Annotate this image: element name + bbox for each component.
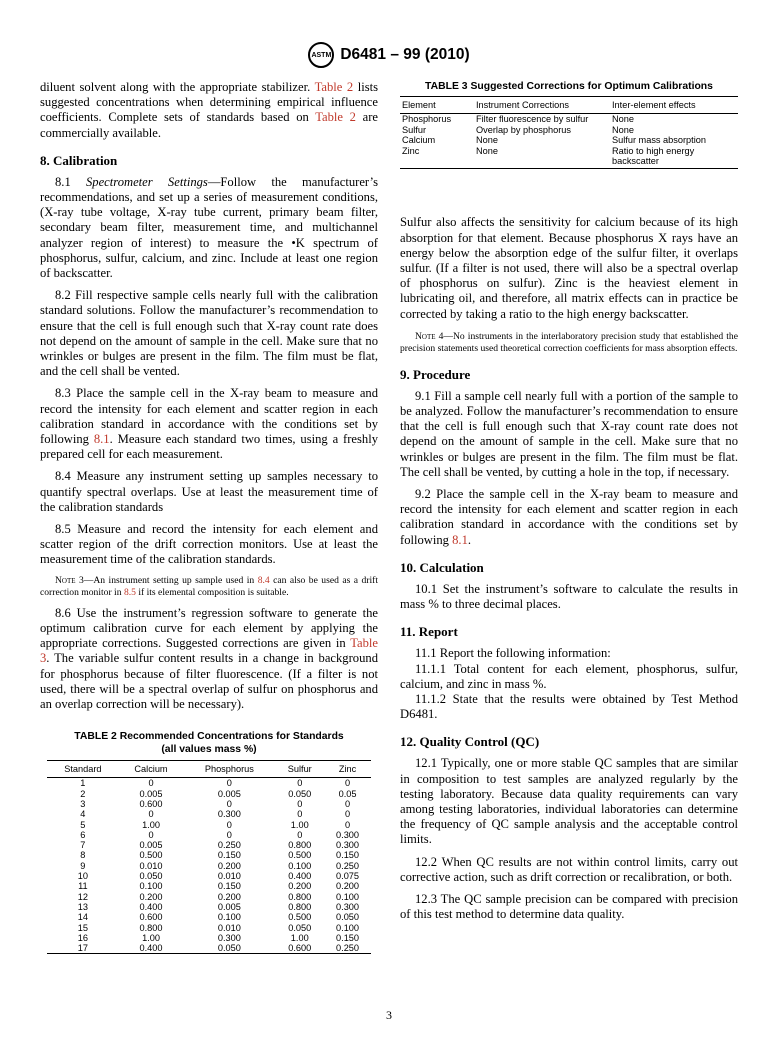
section-8-5-link[interactable]: 8.5 (123, 586, 136, 598)
table-cell: 0 (344, 778, 351, 789)
table-3-body (400, 114, 738, 169)
paragraph-8-3: 8.3 Place the sample cell in the X-ray beam to measure and record the intensity for each element and scatter region in each calibration standard in accordance with the conditions set by following 8.1. Measure each standard two times, using a freshly prepared cell for each measurement. (40, 386, 379, 462)
table-cell: 0.050 (288, 788, 312, 799)
table-cell: 0.050 (288, 922, 312, 933)
table-cell: 0.300 (336, 901, 360, 912)
table-3 (400, 96, 738, 169)
table-2-body (47, 778, 371, 954)
table-row (47, 809, 371, 819)
paragraph-8-1: 8.1 Spectrometer Settings—Follow the manufacturer’s recommendations, and set up a series of measurement conditions, (X-ray tube voltage, X-ray tube current, primary beam filter, secondary beam filter, measurement time, and multichannel analyzer region of interest) to measure the •K spectrum of phosphorus, sulfur, calcium, and zinc. Include at least one region of backscatter. (40, 174, 378, 281)
paragraph-12-3: 12.3 The QC sample precision can be compared with precision of this test method to determine data quality. (400, 891, 738, 922)
table-cell: 7 (80, 840, 86, 851)
table-cell: 0 (344, 799, 351, 809)
paragraph-11-1-2: 11.1.2 State that the results were obtained by Test Method D6481. (400, 691, 738, 722)
table-cell: 0.010 (217, 922, 241, 933)
page-number: 3 (386, 1008, 392, 1022)
note-4: Note 4—No instruments in the interlaboratory precision study that established the precision statements used theoretical correction coefficients for mass absorption effects. (400, 330, 738, 354)
table-cell: None (612, 114, 634, 125)
table-cell: 0.400 (139, 943, 163, 954)
table-cell: 14 (77, 912, 88, 923)
table-cell: 0 (226, 799, 232, 809)
table-cell: 0.200 (217, 860, 241, 871)
table-row (400, 125, 738, 135)
section-10-heading: 10. Calculation (400, 559, 484, 575)
table-cell: 9 (80, 860, 86, 871)
table-cell: 13 (77, 901, 88, 912)
paragraph-10-1: 10.1 Set the instrument’s software to calculate the results in mass % to three decimal places. (400, 581, 738, 612)
table-header-row (400, 97, 738, 114)
left-column (40, 80, 378, 954)
table-cell: 0.150 (336, 932, 360, 943)
table-cell: Sulfur (402, 124, 427, 135)
table-row (47, 830, 371, 840)
table-cell: 0.300 (217, 809, 241, 820)
table-cell: 0 (148, 829, 154, 840)
table-cell: 0.800 (288, 891, 312, 902)
section-12-heading: 12. Quality Control (QC) (400, 734, 540, 750)
table-cell: 8 (80, 850, 86, 861)
table-cell: 15 (77, 922, 88, 933)
section-9-heading: 9. Procedure (400, 366, 471, 382)
table-cell: 0.005 (139, 840, 163, 851)
table-row (47, 892, 371, 902)
document-designation: D6481 – 99 (2010) (340, 46, 470, 63)
table-cell: 0 (297, 829, 303, 840)
paragraph-8-2: 8.2 Fill respective sample cells nearly full with the calibration standard solutions. Follow the manufacturer’s recommendation to ensure that the cell is full enough such that X-ray count rate does not depend on the amount of sample in the cell. Make sure that no wrinkles or bulges are present in the film. The film must be flat, and the cell shall be vented. (40, 288, 378, 379)
table2-link[interactable]: Table 2 (314, 80, 354, 94)
paragraph-11-1: 11.1 Report the following information: (415, 646, 611, 661)
table-cell: 10 (77, 871, 88, 882)
table3-caption: TABLE 3 Suggested Corrections for Optimum Calibrations (425, 81, 713, 92)
table-header-row (47, 761, 371, 778)
table-row (47, 799, 371, 809)
table-row (47, 789, 371, 799)
table-cell: 0.05 (338, 788, 357, 799)
table-cell: 1 (80, 778, 86, 789)
table-cell: 0.500 (288, 850, 312, 861)
paragraph-8-5: 8.5 Measure and record the intensity for each element and scatter region of the drift correction monitors. Use at least the measurement time of the calibration standards. (40, 522, 378, 567)
table-cell: 0 (344, 809, 351, 820)
table-header-cell: Phosphorus (204, 764, 254, 775)
table-cell: 0.005 (217, 901, 241, 912)
astm-logo-icon: ASTM (308, 42, 334, 68)
table-cell: 11 (78, 881, 88, 892)
table-row (47, 840, 371, 850)
table-cell: 0 (226, 819, 232, 830)
table-cell: 0.010 (217, 871, 241, 882)
table-cell: 0.250 (217, 840, 241, 851)
paragraph-8-6-continued: Sulfur also affects the sensitivity for calcium because of its high absorption for that element. Because phosphorus X rays have an energy below the absorption edge of the sulfur filter, it overlaps sulfur. (If a filter is not used, there will also be a spectral overlap of phosphorus on sulfur). Zinc is the heaviest element in lubricating oil, and therefore, all matrix effects can in practice be corrected by taking a ratio to the high energy backscatter. (400, 215, 738, 321)
table-cell: 0.500 (139, 850, 163, 861)
paragraph-12-1: 12.1 Typically, one or more stable QC samples that are similar in composition to test samples are analyzed regularly by the testing laboratory. Because data quality requirements can vary among testing laboratories, individual laboratories can determine the frequency of QC sample analysis and the acceptable control limits. (400, 756, 738, 847)
table-row (47, 902, 371, 912)
table-cell: 2 (80, 788, 86, 799)
table-cell: 0.010 (139, 860, 163, 871)
table-cell: None (476, 135, 498, 146)
table-cell: 0.800 (288, 901, 312, 912)
table-cell: Phosphorus (402, 114, 452, 125)
table-cell: 0.050 (217, 943, 241, 954)
table-row (47, 778, 371, 789)
table-cell: 0.100 (336, 922, 360, 933)
section-11-heading: 11. Report (400, 624, 458, 640)
intro-paragraph: diluent solvent along with the appropriate stabilizer. Table 2 lists suggested concentrations when determining empirical influence coefficients. Complete sets of standards based on Table 2 are commercially available. (40, 80, 379, 140)
table-cell: Ratio to high energy backscatter (612, 145, 695, 167)
table-cell: 0.050 (336, 912, 360, 923)
table-cell: 0.300 (217, 932, 241, 943)
table-cell: 0.250 (336, 943, 360, 954)
table-cell: 17 (77, 943, 88, 954)
table-cell: 0.005 (217, 788, 241, 799)
table-cell: 0.800 (288, 840, 312, 851)
table-row (400, 114, 738, 125)
table-cell: 0 (148, 809, 154, 820)
table-header-cell: Sulfur (287, 764, 312, 775)
table-cell: 0.050 (139, 871, 163, 882)
table-cell: 5 (80, 819, 86, 830)
table-cell: Overlap by phosphorus (476, 124, 571, 135)
table-cell: 0.005 (139, 788, 163, 799)
paragraph-8-6: 8.6 Use the instrument’s regression software to generate the optimum calibration curve for each element by applying the appropriate corrections. Suggested corrections are given in Table 3. The variable sulfur content results in a change in background for phosphorus because of filter fluorescence. (If a filter is not used, there will be a spectral overlap of sulfur on phosphorus and an overlap correction will be necessary). (40, 605, 378, 711)
table-cell: 0.100 (336, 891, 360, 902)
table-cell: 0.250 (336, 860, 360, 871)
table-cell: 0.150 (336, 850, 360, 861)
table-cell: 0.075 (336, 871, 360, 882)
table-row (47, 850, 371, 860)
paragraph-12-2: 12.2 When QC results are not within control limits, carry out corrective action, such as drift correction or recalibration, or both. (400, 854, 738, 884)
table-cell: 0.200 (336, 881, 360, 892)
table-cell: 0.300 (336, 829, 360, 840)
section-8-1-link[interactable]: 8.1 (93, 432, 110, 447)
table-cell: Calcium (402, 135, 436, 146)
table-row (400, 135, 738, 145)
table-row (47, 861, 371, 871)
table-cell: 1.00 (290, 932, 309, 943)
table-cell: 3 (80, 799, 86, 809)
table-row (47, 871, 371, 881)
table-header-cell: Instrument Corrections (476, 100, 569, 110)
table-cell: 1.00 (142, 819, 160, 830)
table-cell: 16 (77, 932, 88, 943)
table-row (47, 923, 371, 933)
paragraph-11-1-1: 11.1.1 Total content for each element, phosphorus, sulfur, calcium, and zinc in mass %. (400, 661, 738, 691)
table-row (47, 933, 371, 943)
table-cell: 0.600 (288, 943, 312, 954)
paragraph-9-1: 9.1 Fill a sample cell nearly full with a portion of the sample to be analyzed. Follow the manufacturer’s recommendation to ensure that the cell is full enough such that X-ray count rate does not depend on the amount of sample in the cell. Make sure that no wrinkles or bulges are present in the film. The film must be flat. The cell shall be vented, by cutting a hole in the top, if necessary. (400, 388, 738, 479)
table-row (47, 912, 371, 922)
table-cell: 0 (148, 778, 154, 789)
paragraph-8-4: 8.4 Measure any instrument setting up samples necessary to quantify spectral overlaps. Use at least the measurement time of the calibration standards (40, 469, 378, 514)
note-3: Note 3—An instrument setting up sample used in 8.4 can also be used as a drift correction monitor in 8.5 if its elemental composition is suitable. (40, 574, 379, 598)
table-header-cell: Element (402, 100, 436, 110)
table-cell: 0.200 (288, 881, 312, 892)
table-cell: 0 (344, 819, 351, 830)
table-cell: Filter fluorescence by sulfur (476, 114, 589, 125)
table-cell: 0 (226, 778, 232, 789)
table-row (47, 820, 371, 830)
table-cell: 1.00 (142, 932, 160, 943)
table-cell: 0.300 (336, 840, 360, 851)
table-cell: 0 (297, 809, 303, 820)
page-header (0, 40, 778, 70)
table-cell: Zinc (402, 145, 420, 156)
table2-link[interactable]: Table 2 (315, 110, 356, 125)
table-cell: 0.200 (139, 891, 163, 902)
table-header-cell: Standard (64, 764, 102, 775)
paragraph-9-2: 9.2 Place the sample cell in the X-ray beam to measure and record the intensity for each element and scatter region in each calibration standard in accordance with the conditions set by following 8.1. (400, 487, 738, 547)
table-row (400, 146, 738, 169)
table2-subcaption: (all values mass %) (161, 744, 257, 756)
table2-caption: TABLE 2 Recommended Concentrations for Standards (74, 731, 344, 743)
table-cell: 0.200 (217, 891, 241, 902)
section-8-4-link[interactable]: 8.4 (257, 574, 270, 586)
table-header-cell: Calcium (134, 764, 168, 775)
table-row (47, 943, 371, 954)
table-header-cell: Zinc (338, 764, 357, 775)
table-cell: 0.600 (139, 799, 163, 809)
table-row (47, 881, 371, 891)
table-cell: 4 (80, 809, 86, 820)
table-header-cell: Inter-element effects (612, 100, 696, 110)
table-cell: 0.150 (217, 881, 241, 892)
table-cell: 0.100 (217, 912, 241, 923)
table-cell: Sulfur mass absorption (612, 135, 706, 146)
table-cell: 0.800 (139, 922, 163, 933)
table-cell: 1.00 (290, 819, 309, 830)
table-cell: 0.600 (139, 912, 163, 923)
table-cell: 0.100 (288, 860, 312, 871)
table-cell: 0.500 (288, 912, 312, 923)
table-cell: 6 (80, 829, 86, 840)
right-column (400, 80, 738, 922)
section-8-heading: 8. Calibration (40, 152, 118, 168)
table-2 (47, 760, 371, 954)
table-cell: 12 (77, 891, 88, 902)
table-cell: 0.400 (139, 901, 163, 912)
table-cell: 0 (226, 829, 232, 840)
table-cell: 0.400 (288, 871, 312, 882)
table3-link[interactable]: Table 3 (40, 636, 378, 666)
table-cell: None (612, 124, 634, 135)
section-8-1-link[interactable]: 8.1 (452, 532, 468, 547)
table-cell: None (476, 145, 498, 156)
table-cell: 0.100 (139, 881, 163, 892)
table-cell: 0 (297, 778, 303, 789)
table-cell: 0 (297, 799, 303, 809)
table-cell: 0.150 (217, 850, 241, 861)
